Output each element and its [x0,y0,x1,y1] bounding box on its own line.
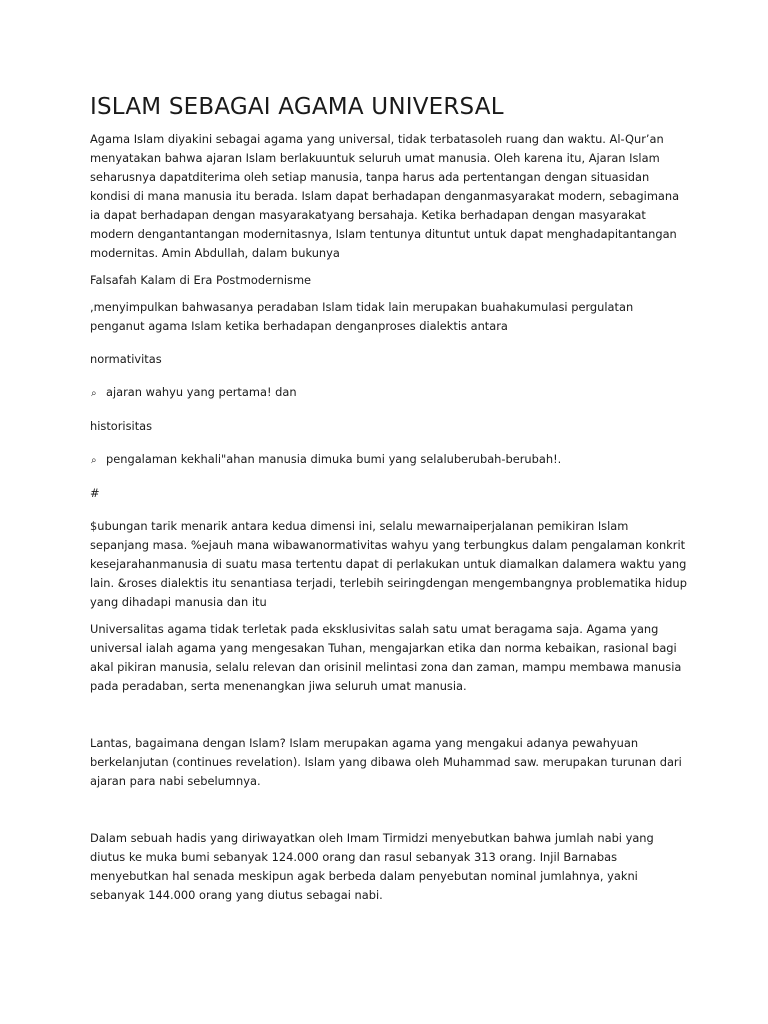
paragraph-hadis: Dalam sebuah hadis yang diriwayatkan oleh Imam Tirmidzi menyebutkan bahwa jumlah nabi yang diutus ke muka bumi sebanyak 124.000 orang dan rasul sebanyak 313 orang. Injil Barnabas menyebutkan hal senada meskipun agak berbeda dalam penyebutan nominal jumlahnya, yakni sebanyak 144.000 orang yang diutus sebagai nabi. [90,831,654,902]
paragraph-lantas: Lantas, bagaimana dengan Islam? Islam merupakan agama yang mengakui adanya pewahyuan berkelanjutan (continues revelation). Islam yang dibawa oleh Muhammad saw. merupakan turunan dari ajaran para nabi sebelumnya. [90,736,682,788]
paragraph-historisitas: historisitas [90,419,153,433]
magnifier-bullet-icon: ⌕ [91,455,97,466]
paragraph-bullet-pengalaman [90,450,688,470]
paragraph-hash: # [90,486,100,500]
document-content [90,92,688,905]
paragraph-normativitas: normativitas [90,352,162,366]
paragraph-bullet-wahyu [90,383,688,403]
magnifier-bullet-icon: ⌕ [91,388,97,399]
paragraph-conclusion: ,menyimpulkan bahwasanya peradaban Islam tidak lain merupakan buahakumulasi pergulatan penganut agama Islam ketika berhadapan denganproses dialektis antara [90,300,634,333]
document-title: ISLAM SEBAGAI AGAMA UNIVERSAL [90,94,504,120]
bullet-text-pengalaman: pengalaman kekhali"ahan manusia dimuka bumi yang selaluberubah-berubah!. [106,452,562,466]
bullet-text-wahyu: ajaran wahyu yang pertama! dan [106,385,297,399]
paragraph-intro: Agama Islam diyakini sebagai agama yang universal, tidak terbatasoleh ruang dan waktu. Al-Qur’an menyatakan bahwa ajaran Islam berlakuuntuk seluruh umat manusia. Oleh karena itu, Ajaran Islam seharusnya dapatditerima oleh setiap manusia, tanpa harus ada pertentangan dengan situasidan kondisi di mana manusia itu berada. Islam dapat berhadapan denganmasyarakat modern, sebagimana ia dapat berhadapan dengan masyarakatyang bersahaja. Ketika berhadapan dengan masyarakat modern dengantantangan modernitasnya, Islam tentunya dituntut untuk dapat menghadapitantangan modernitas. Amin Abdullah, dalam bukunya [90,132,680,260]
paragraph-universalitas: Universalitas agama tidak terletak pada eksklusivitas salah satu umat beragama saja. Agama yang universal ialah agama yang mengesakan Tuhan, mengajarkan etika dan norma kebaikan, rasional bagi akal pikiran manusia, selalu relevan dan orisinil melintasi zona dan zaman, mampu membawa manusia pada peradaban, serta menenangkan jiwa seluruh umat manusia. [90,622,682,693]
paragraph-book-title: Falsafah Kalam di Era Postmodernisme [90,273,312,287]
paragraph-hubungan: $ubungan tarik menarik antara kedua dimensi ini, selalu mewarnaiperjalanan pemikiran Islam sepanjang masa. %ejauh mana wibawanormativitas wahyu yang terbungkus dalam pengalaman konkrit kesejarahanmanusia di suatu masa tertentu dapat di perlakukan untuk diamalkan dalamera waktu yang lain. &roses dialektis itu senantiasa terjadi, terlebih seiringdengan mengembangnya problematika hidup yang dihadapi manusia dan itu [90,519,687,609]
